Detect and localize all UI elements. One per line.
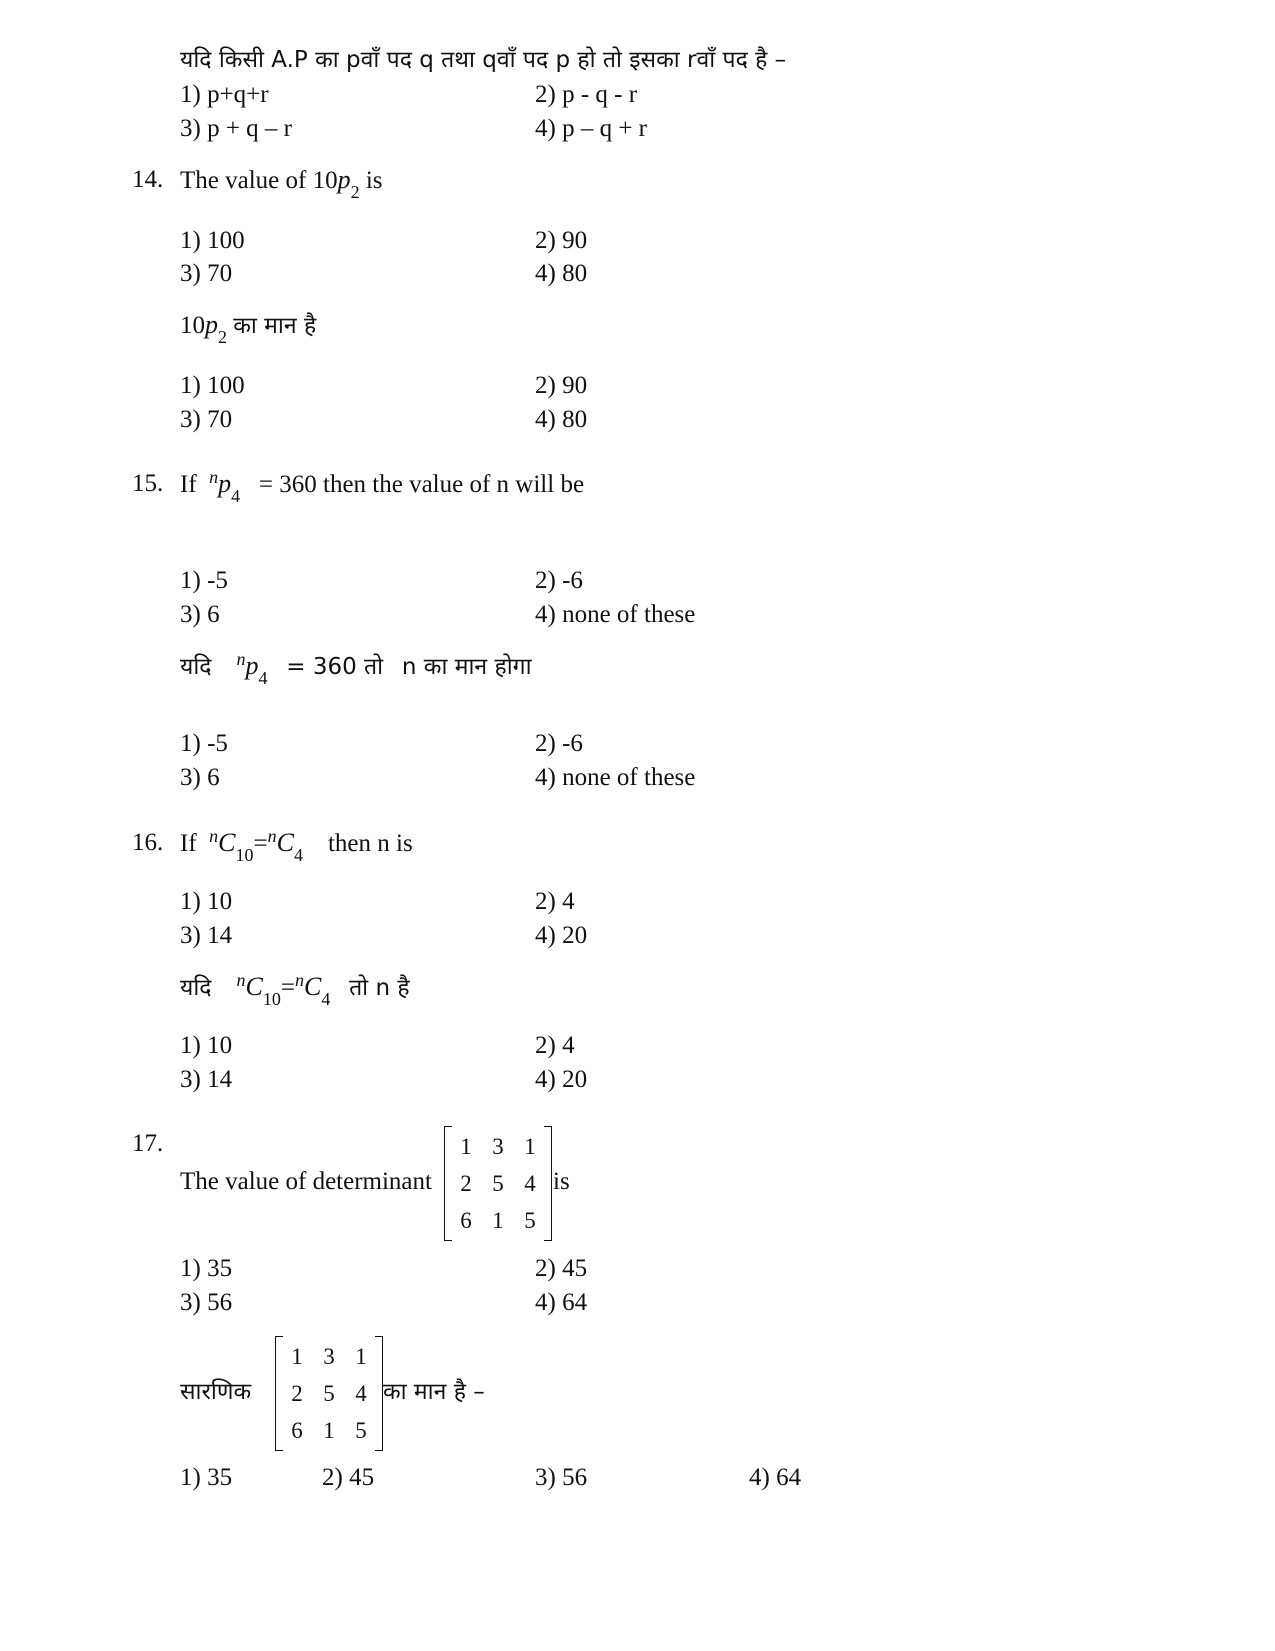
q17-option-1: 1) 35 [180,1255,233,1282]
q15-hi-suffix-b: n का मान होगा [401,654,532,680]
q15-hi-suffix-a: = 360 तो [286,654,384,680]
q15-expr-sup: n [209,467,219,487]
q15-option-4: 4) none of these [535,601,696,628]
matrix-cell: 3 [323,1343,335,1369]
matrix-cell: 3 [492,1133,504,1159]
matrix-cell: 5 [355,1417,367,1443]
q17-option-2: 2) 45 [535,1255,588,1282]
q15-hi-expr-sub: 4 [258,668,268,688]
q16-sym-1: C [218,828,236,857]
q15-hi-option-1: 1) -5 [180,730,228,757]
q15-expr [209,467,241,506]
q16-sym-2: C [276,828,294,857]
q16-hi-prefix: यदि [180,975,212,1001]
q15-option-2: 2) -6 [535,567,583,594]
q16-sub-2: 4 [293,845,303,865]
q15-hi-option-4: 4) none of these [535,764,696,791]
q15-stem-prefix: If [180,471,197,498]
q15-stem-hi [180,649,532,688]
q13-option-4: 4) p – q + r [535,115,647,142]
q16-number: 16. [132,829,164,856]
q14-expr [312,165,360,202]
q15-hi-expr-sup: n [236,649,246,669]
q16-hi-sub-1: 10 [262,989,281,1009]
q16-stem-en [180,826,413,865]
q14-option-1: 1) 100 [180,227,245,254]
matrix-cell: 1 [323,1417,335,1443]
q14-stem-suffix: is [365,167,383,194]
q15-hi-option-3: 3) 6 [180,764,220,791]
q16-expr [209,826,303,865]
q16-option-4: 4) 20 [535,922,588,949]
matrix-cell: 1 [460,1133,472,1159]
q16-stem-hi [180,970,410,1009]
q15-hi-option-2: 2) -6 [535,730,583,757]
q14-option-2: 2) 90 [535,227,588,254]
matrix-cell: 6 [291,1417,303,1443]
q15-number: 15. [132,470,164,497]
q17-hi-option-2: 2) 45 [322,1464,375,1491]
matrix-cell: 5 [492,1170,504,1196]
q15-option-1: 1) -5 [180,567,228,594]
q16-hi-option-4: 4) 20 [535,1066,588,1093]
q14-option-4: 4) 80 [535,260,588,287]
q15-stem-en [180,467,585,506]
q14-stem-prefix: The value of [180,167,307,194]
q16-hi-sub-2: 4 [321,989,331,1009]
q14-hi-option-2: 2) 90 [535,372,588,399]
q17-stem-suffix: is [553,1168,570,1195]
q14-expr-sub: 2 [350,182,360,202]
matrix-cell: 1 [524,1133,536,1159]
q15-expr-sym: p [218,469,232,498]
q14-option-3: 3) 70 [180,260,233,287]
q16-hi-option-1: 1) 10 [180,1032,233,1059]
q17-option-3: 3) 56 [180,1289,233,1316]
q14-hi-option-3: 3) 70 [180,406,233,433]
q14-stem-hi [180,310,317,347]
q14-expr-base: 10 [312,167,338,194]
q16-option-1: 1) 10 [180,888,233,915]
q15-hi-expr-sym: p [245,651,259,680]
matrix-cell: 2 [460,1170,472,1196]
matrix-cell: 6 [460,1207,472,1233]
matrix-cell: 5 [323,1380,335,1406]
q15-hi-prefix: यदि [180,654,212,680]
q17-hi-option-4: 4) 64 [749,1464,802,1491]
matrix-cell: 4 [355,1380,367,1406]
q16-stem-suffix: then n is [327,830,413,857]
q16-stem-prefix: If [180,830,197,857]
q16-hi-sup-2: n [294,970,304,990]
q17-number: 17. [132,1130,164,1157]
matrix-cell: 1 [492,1207,504,1233]
matrix-cell: 1 [355,1343,367,1369]
q14-hi-expr [180,310,227,347]
q14-hi-option-4: 4) 80 [535,406,588,433]
q16-sup-2: n [267,826,277,846]
q14-hi-suffix: का मान है [233,313,317,339]
q14-hi-expr-sub: 2 [218,327,227,347]
q17-matrix-hi [281,1338,377,1449]
q14-stem-en [180,165,383,202]
q16-hi-sym-2: C [303,972,322,1001]
q15-stem-suffix: = 360 then the value of n will be [258,471,585,498]
q13-hindi-stem: यदि किसी A.P का pवाँ पद q तथा qवाँ पद p हो तो इसका rवाँ पद है – [180,47,787,73]
q16-option-3: 3) 14 [180,922,233,949]
matrix-cell: 1 [291,1343,303,1369]
q16-hi-option-3: 3) 14 [180,1066,233,1093]
q15-expr-sub: 4 [231,486,241,506]
q16-eq: = [253,830,268,857]
q16-hi-eq: = [280,974,295,1001]
q14-number: 14. [132,166,164,193]
matrix-cell: 4 [524,1170,536,1196]
q17-hi-option-1: 1) 35 [180,1464,233,1491]
q15-hi-expr [236,649,268,688]
q14-expr-sym: p [337,165,351,194]
matrix-cell: 2 [291,1380,303,1406]
matrix-cell: 5 [524,1207,536,1233]
q16-option-2: 2) 4 [535,888,575,915]
q16-hi-option-2: 2) 4 [535,1032,575,1059]
q17-hi-option-3: 3) 56 [535,1464,588,1491]
q14-hi-option-1: 1) 100 [180,372,245,399]
q13-option-3: 3) p + q – r [180,115,292,142]
q16-sub-1: 10 [235,845,254,865]
q13-option-1: 1) p+q+r [180,81,269,108]
q15-option-3: 3) 6 [180,601,220,628]
q17-hi-suffix: का मान है – [383,1379,485,1405]
q13-option-2: 2) p - q - r [535,81,638,108]
q17-matrix-en [450,1128,546,1239]
q16-sup-1: n [209,826,219,846]
q16-hi-suffix: तो n है [349,975,410,1001]
q16-hi-expr [236,970,331,1009]
q17-hi-prefix: सारणिक [180,1379,252,1405]
q14-hi-expr-base: 10 [180,312,205,339]
q17-stem-prefix: The value of determinant [180,1168,432,1195]
q17-option-4: 4) 64 [535,1289,588,1316]
q14-hi-expr-sym: p [205,310,218,339]
q16-hi-sym-1: C [245,972,263,1001]
q16-hi-sup-1: n [236,970,246,990]
